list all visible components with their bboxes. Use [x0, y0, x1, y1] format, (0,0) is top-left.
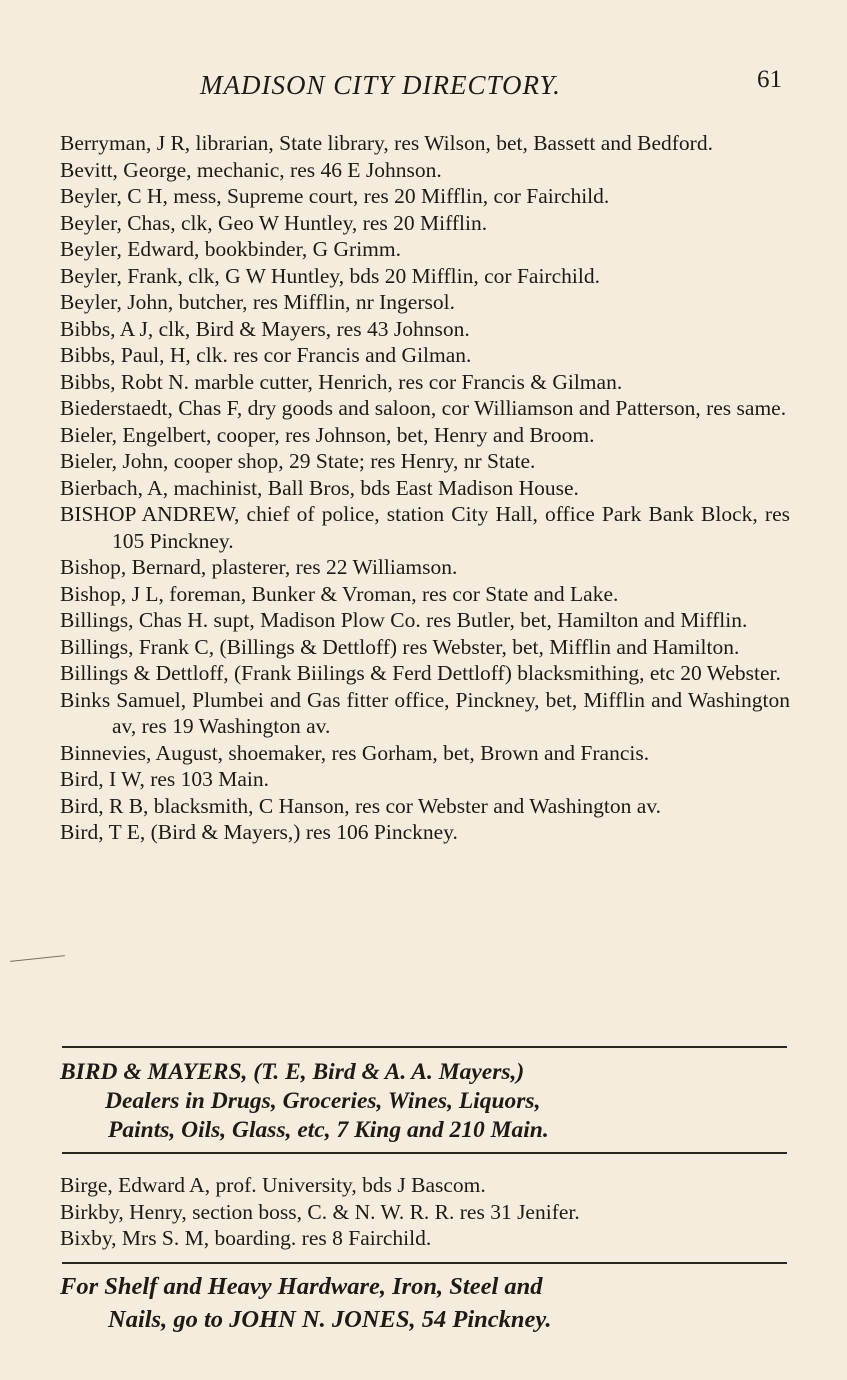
ad-line: Paints, Oils, Glass, etc, 7 King and 210 Main. [108, 1117, 549, 1143]
directory-entry: Bird, R B, blacksmith, C Hanson, res cor Webster and Washington av. [60, 793, 662, 818]
directory-entry: Birkby, Henry, section boss, C. & N. W. R. R. res 31 Jenifer. [60, 1199, 580, 1224]
advertisement-john-n-jones [60, 1270, 790, 1336]
directory-entry: Bierbach, A, machinist, Ball Bros, bds East Madison House. [60, 475, 579, 500]
directory-entry: Bibbs, Robt N. marble cutter, Henrich, res cor Francis & Gilman. [60, 369, 623, 394]
directory-entry: Billings & Dettloff, (Frank Biilings & Ferd Dettloff) blacksmithing, etc 20 Webster. [60, 661, 781, 685]
directory-entry: Beyler, Chas, clk, Geo W Huntley, res 20 Mifflin. [60, 210, 488, 235]
directory-entry: Birge, Edward A, prof. University, bds J Bascom. [60, 1173, 486, 1197]
directory-entry: Beyler, Edward, bookbinder, G Grimm. [60, 237, 402, 261]
directory-entry: Bibbs, Paul, H, clk. res cor Francis and Gilman. [60, 343, 472, 367]
directory-entry: Beyler, C H, mess, Supreme court, res 20 Mifflin, cor Fairchild. [60, 184, 610, 208]
directory-entry: Berryman, J R, librarian, State library, res Wilson, bet, Bassett and Bedford. [60, 131, 713, 155]
divider-rule [62, 1262, 787, 1264]
directory-entry: Bieler, Engelbert, cooper, res Johnson, bet, Henry and Broom. [60, 422, 595, 447]
ad-line: BIRD & MAYERS, (T. E, Bird & A. A. Mayers,) [60, 1059, 525, 1085]
directory-entry: Billings, Frank C, (Billings & Dettloff) res Webster, bet, Mifflin and Hamilton. [60, 634, 740, 659]
directory-entry: Billings, Chas H. supt, Madison Plow Co. res Butler, bet, Hamilton and Mifflin. [60, 608, 748, 632]
ad-line: Dealers in Drugs, Groceries, Wines, Liquors, [105, 1088, 541, 1114]
margin-pencil-mark [10, 955, 65, 962]
ad-line: For Shelf and Heavy Hardware, Iron, Steel and [60, 1273, 543, 1300]
directory-entry: Binnevies, August, shoemaker, res Gorham, bet, Brown and Francis. [60, 740, 650, 765]
directory-entry: Bird, T E, (Bird & Mayers,) res 106 Pinckney. [60, 820, 458, 844]
running-head: MADISON CITY DIRECTORY. [200, 70, 561, 100]
directory-entry: Bixby, Mrs S. M, boarding. res 8 Fairchild. [60, 1226, 432, 1250]
directory-entry: Biederstaedt, Chas F, dry goods and saloon, cor Williamson and Patterson, res same. [60, 396, 787, 420]
directory-entry: Bieler, John, cooper shop, 29 State; res Henry, nr State. [60, 449, 536, 473]
directory-entries [60, 130, 790, 846]
divider-rule [62, 1152, 787, 1154]
directory-entries-continued [60, 1172, 790, 1252]
directory-entry: BISHOP ANDREW, chief of police, station City Hall, office Park Bank Block, res 105 Pinckney. [60, 502, 790, 553]
divider-rule [62, 1046, 787, 1048]
ad-line: Nails, go to JOHN N. JONES, 54 Pinckney. [108, 1306, 552, 1333]
directory-entry: Beyler, Frank, clk, G W Huntley, bds 20 Mifflin, cor Fairchild. [60, 263, 600, 288]
directory-entry: Bishop, Bernard, plasterer, res 22 Williamson. [60, 555, 458, 579]
directory-entry: Bishop, J L, foreman, Bunker & Vroman, res cor State and Lake. [60, 581, 619, 606]
page-number: 61 [757, 66, 782, 93]
directory-entry: Beyler, John, butcher, res Mifflin, nr Ingersol. [60, 290, 455, 314]
advertisement-bird-mayers [60, 1058, 790, 1145]
directory-entry: Bird, I W, res 103 Main. [60, 767, 270, 791]
directory-entry: Bibbs, A J, clk, Bird & Mayers, res 43 Johnson. [60, 316, 470, 341]
directory-entry: Binks Samuel, Plumbei and Gas fitter office, Pinckney, bet, Mifflin and Washington av, res 19 Washington av. [60, 687, 790, 738]
directory-entry: Bevitt, George, mechanic, res 46 E Johnson. [60, 157, 442, 182]
